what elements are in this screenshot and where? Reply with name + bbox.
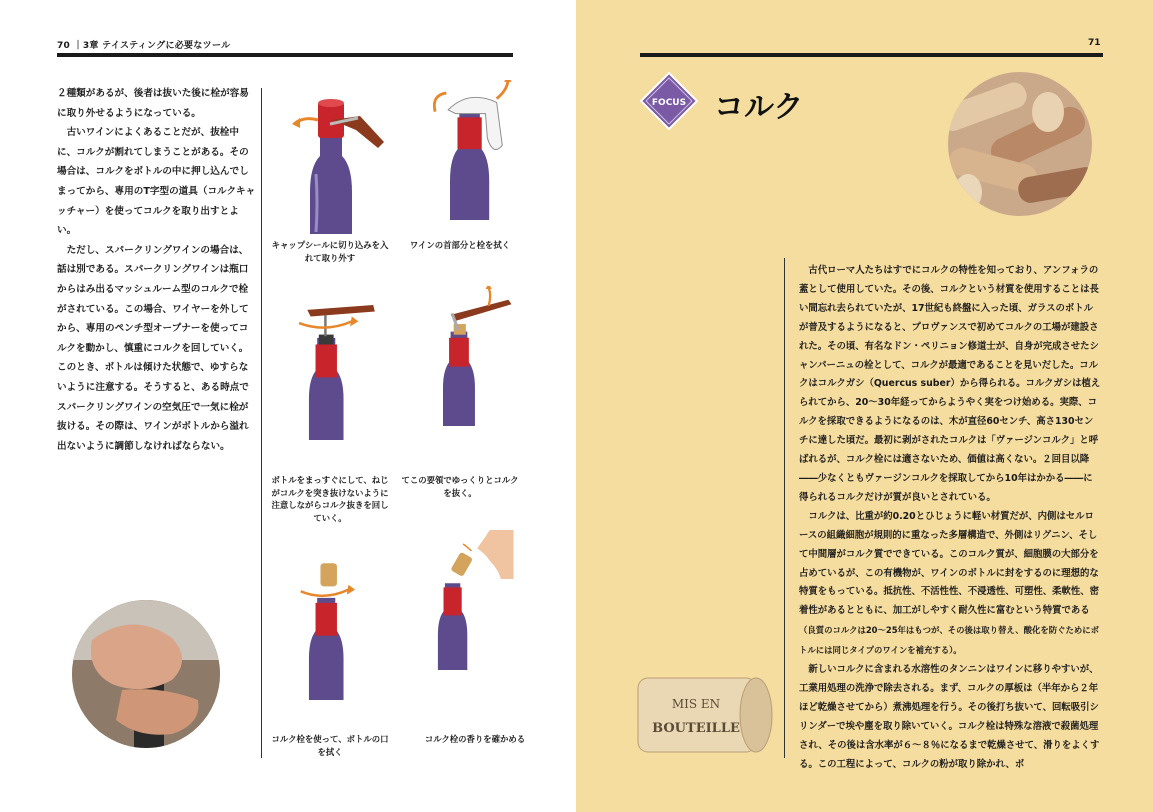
paragraph: 新しいコルクに含まれる水溶性のタンニンはワインに移りやすいが、工業用処理の洗浄で除去される。まず、コルクの厚板は（半年から２年ほど乾燥させてから）煮沸処理を行う。その後打ち抜いて、回転吸引シリンダーで埃や塵を取り除いていく。コルク栓は特殊な溶液で殺菌処理され、その後は含水率が６〜８％になるまで乾燥させて、滑りをよくする。この工程によって、コルクの粉が取り除かれ、ボ (799, 664, 1100, 770)
cork-print-2: BOUTEILLE (652, 721, 740, 736)
caption: ボトルをまっすぐにして、ねじがコルクを突き抜けないように注意しながらコルク抜きを回していく。 (271, 475, 389, 523)
header-rule (640, 53, 1103, 57)
paragraph: ただし、スパークリングワインの場合は、話は別である。スパークリングワインは瓶口からはみ出るマッシュルーム型のコルクで栓がされている。この場合、ワイヤーを外してから、専用のペンチ型オープナーを使ってコルクを動かし、慎重にコルクを回していく。このとき、ボトルは傾けた状態で、ゆすらないように注意する。そうすると、ある時点でスパークリングワインの空気圧で一気に栓が抜ける。その際は、ワインがボトルから溢れ出ないように調節しなければならない。 (57, 244, 249, 452)
column-divider (261, 88, 262, 758)
paragraph: ２種類があるが、後者は抜いた後に栓が容易に取り外せるようになっている。 (57, 88, 249, 119)
cork-stopper-photo (636, 670, 774, 760)
caption: キャップシールに切り込みを入れて取り外す (271, 240, 389, 263)
caption: てこの要領でゆっくりとコルクを抜く。 (401, 475, 519, 498)
left-body-text (57, 84, 257, 456)
caption: コルク栓を使って、ボトルの口を拭く (271, 734, 389, 757)
corks-photo (948, 72, 1092, 216)
paragraph-main: コルクは、比重が約0.20とひじょうに軽い材質だが、内側はセルロースの組織細胞が規則的に重なった多層構造で、外側はリグニン、そして中間層がコルク質でできている。このコルク質が、細胞膜の大部分を占めているが、この有機物が、ワインのボトルに封をするのに理想的な特質をもっている。抵抗性、不活性性、不浸透性、可塑性、柔軟性、密着性があるとともに、加工がしやすく耐久性に富むという特質である (799, 510, 1100, 617)
running-header: 70 ｜3章 テイスティングに必要なツール (57, 41, 231, 51)
page-title: コルク (714, 90, 804, 125)
cork-print-1: MIS EN (671, 697, 721, 711)
page-number: 71 (1088, 38, 1101, 48)
right-page (576, 0, 1153, 812)
paragraph-note: （良質のコルクは20〜25年はもつが、その後は取り替え、酸化を防ぐためにボトルには同じタイプのワインを補充する）。 (799, 625, 1100, 656)
paragraph: 古いワインによくあることだが、抜栓中に、コルクが割れてしまうことがある。その場合は、コルクをボトルの中に押し込んでしまってから、専用のT字型の道具（コルクキャッチャー）を使ってコルクを取り出すとよい。 (57, 127, 256, 237)
left-page (0, 0, 576, 812)
focus-badge (640, 72, 698, 130)
bottle-sniff-illustration (408, 530, 528, 670)
paragraph (799, 508, 1101, 661)
hands-opening-bottle-photo (72, 600, 220, 748)
column-divider (784, 258, 785, 758)
caption: コルク栓の香りを確かめる (424, 734, 526, 744)
bottle-corkscrew-illustration (272, 300, 392, 440)
bottle-cork-wipe-illustration (272, 560, 392, 700)
corks-photo-image (948, 72, 1092, 216)
header-rule (57, 53, 513, 57)
focus-badge-label: FOCUS (651, 98, 687, 108)
caption: ワインの首部分と栓を拭く (409, 240, 511, 250)
bottle-cloth-illustration (418, 80, 538, 220)
bottle-knife-illustration (272, 94, 392, 234)
paragraph: 古代ローマ人たちはすでにコルクの特性を知っており、アンフォラの蓋として使用していた。その後、コルクという材質を使用することは長い間忘れ去られていたが、17世紀も終盤に入った頃、ガラスのボトルが普及するようになると、プロヴァンスで初めてコルクの工場が建設された。その頃、有名なドン・ペリニョン修道士が、自身が完成させたシャンパーニュの栓として、コルクが最適であることを見いだした。コルクはコルクガシ（Quercus suber）から得られる。コルクガシは植えられてから、20〜30年経ってからようやく実をつけ始める。実際、コルクを採取できるようになるのは、木が直径60センチ、高さ130センチに達した頃だ。最初に剥がされたコルクは「ヴァージンコルク」と呼ばれるが、コルク栓には適さないため、価値は高くない。２回目以降――少なくともヴァージンコルクを採取してから10年はかかる――に得られるコルクだけが質が良いとされている。 (799, 265, 1101, 503)
bottle-lever-illustration (418, 286, 538, 426)
right-body-text (799, 262, 1101, 774)
hands-photo-image (72, 600, 220, 748)
